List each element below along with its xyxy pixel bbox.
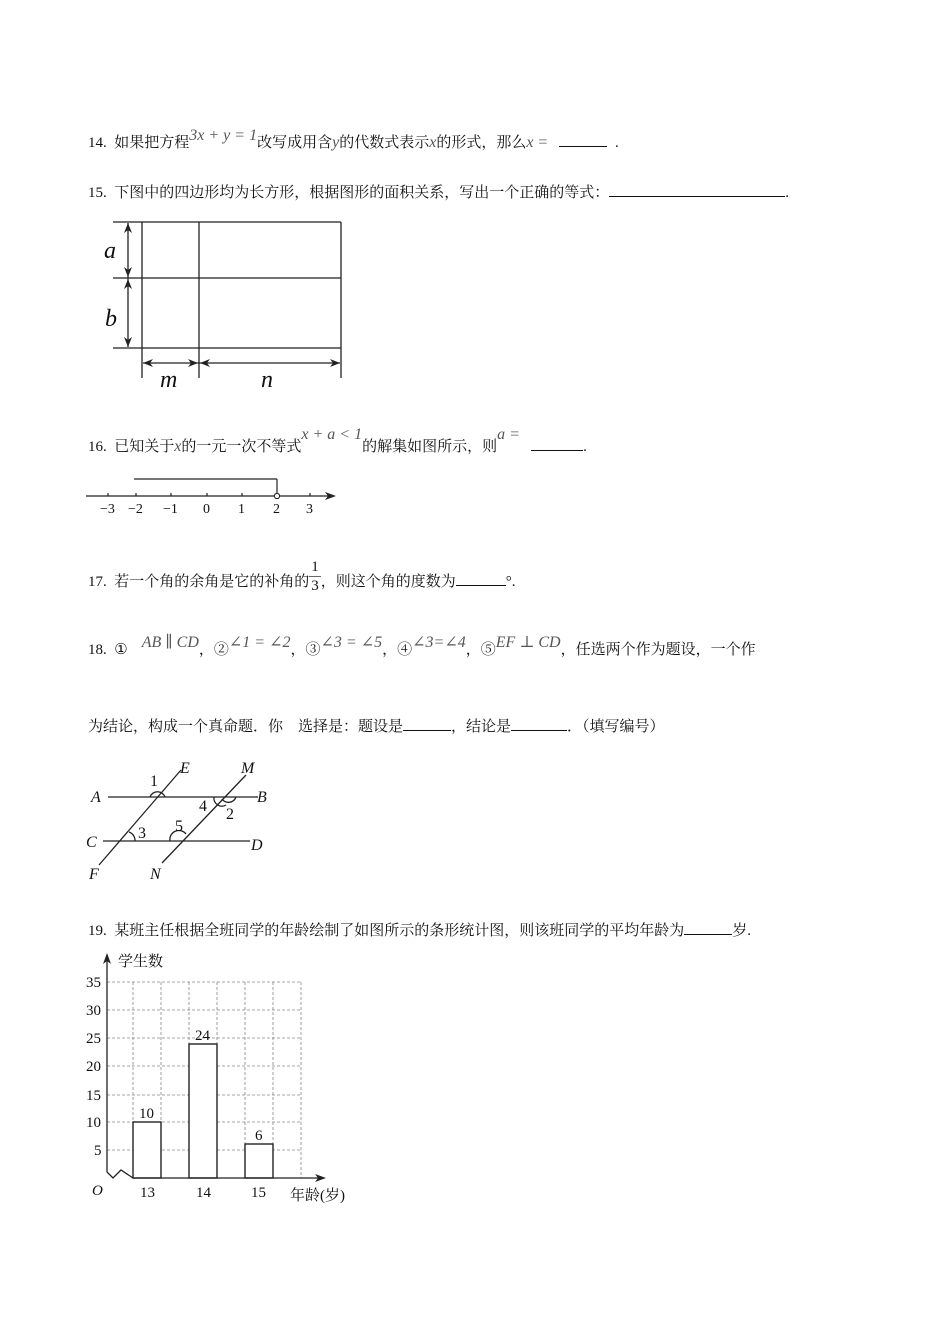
y-axis-label: 学生数 [118, 954, 164, 970]
angle-1: 1 [150, 773, 158, 790]
label-a: a [104, 238, 116, 264]
equation: 3x + y = 1 [189, 127, 258, 144]
tick-label: −2 [128, 502, 143, 517]
point-D: D [251, 837, 263, 854]
question-text: ，任选两个作为题设，一个作 [560, 642, 756, 658]
question-text: 下图中的四边形均为长方形，根据图形的面积关系，写出一个正确的等式： [114, 185, 610, 201]
point-N: N [150, 866, 161, 883]
x-tick-13: 13 [140, 1185, 155, 1201]
question-text: 为结论，构成一个真命题．你 选择是：题设是 [88, 719, 404, 735]
bar-13 [133, 1122, 161, 1178]
condition-1: AB ∥ CD [141, 634, 199, 651]
question-text: 的解集如图所示，则 [362, 439, 498, 455]
question-number: 15. [88, 185, 107, 201]
data-label-15: 6 [255, 1128, 263, 1144]
label-n: n [261, 367, 273, 393]
bar-15 [245, 1144, 273, 1178]
y-tick-15: 15 [86, 1088, 101, 1104]
data-label-13: 10 [139, 1106, 154, 1122]
question-number: 18. [88, 642, 107, 658]
tick-label: 1 [238, 502, 245, 517]
y-tick-30: 30 [86, 1003, 101, 1019]
question-text: ．（填写编号） [567, 719, 665, 735]
point-E: E [180, 760, 190, 777]
origin-label: O [92, 1183, 103, 1199]
point-B: B [257, 789, 267, 806]
question-text: 已知关于 [114, 439, 175, 455]
point-A: A [91, 789, 101, 806]
punctuation: 岁. [732, 923, 752, 939]
y-tick-35: 35 [86, 975, 101, 991]
tick-label: 3 [306, 502, 313, 517]
question-number: 16. [88, 439, 107, 455]
y-tick-10: 10 [86, 1115, 101, 1131]
angle-4: 4 [199, 798, 207, 815]
punctuation: °. [505, 573, 516, 590]
bar-14 [189, 1044, 217, 1178]
condition-2: ∠1 = ∠2 [228, 634, 291, 651]
fraction-one-third: $\frac{1}{3}$ [311, 559, 319, 594]
tick-label: 0 [203, 502, 210, 517]
question-number: 19. [88, 923, 107, 939]
condition-marker: ，⑤ [465, 642, 496, 658]
angle-5: 5 [175, 818, 183, 835]
condition-4: ∠3=∠4 [412, 634, 466, 651]
variable-x-eq: x = [526, 134, 549, 151]
y-tick-5: 5 [94, 1143, 102, 1159]
inequality: x + a < 1 [301, 426, 363, 443]
question-text: 的一元一次不等式 [181, 439, 302, 455]
y-tick-20: 20 [86, 1059, 101, 1075]
condition-marker: ，② [198, 642, 229, 658]
point-C: C [86, 834, 97, 851]
punctuation: . [583, 439, 587, 455]
point-M: M [241, 760, 255, 777]
tick-label: −1 [163, 502, 178, 517]
angle-2: 2 [226, 806, 234, 823]
x-tick-15: 15 [251, 1185, 266, 1201]
condition-marker: ① [114, 642, 128, 658]
question-text: ，则这个角的度数为 [320, 573, 456, 590]
variable-x: x [174, 438, 182, 455]
data-label-14: 24 [195, 1028, 210, 1044]
punctuation: . [614, 135, 619, 151]
tick-label: −3 [100, 502, 115, 517]
question-text: 若一个角的余角是它的补角的 [114, 573, 310, 590]
question-text: 某班主任根据全班同学的年龄绘制了如图所示的条形统计图，则该班同学的平均年龄为 [114, 923, 685, 939]
question-text: 改写成用含 [257, 135, 333, 151]
label-b: b [105, 306, 117, 332]
question-text: ，结论是 [451, 719, 512, 735]
condition-3: ∠3 = ∠5 [320, 634, 383, 651]
condition-5: EF ⊥ CD [495, 634, 561, 651]
variable-x: x [429, 134, 437, 151]
variable-a-eq: a = [497, 426, 520, 443]
question-number: 17. [88, 573, 107, 590]
question-text: 的代数式表示 [339, 135, 430, 151]
punctuation: . [785, 185, 790, 201]
question-text: 的形式，那么 [436, 135, 527, 151]
variable-y: y [332, 134, 340, 151]
question-text: 如果把方程 [114, 135, 190, 151]
x-axis-label: 年龄(岁) [290, 1188, 345, 1204]
question-number: 14. [88, 135, 107, 151]
condition-marker: ，④ [382, 642, 413, 658]
tick-label: 2 [273, 502, 280, 517]
angle-3: 3 [138, 825, 146, 842]
x-tick-14: 14 [196, 1185, 211, 1201]
condition-marker: ，③ [290, 642, 321, 658]
y-tick-25: 25 [86, 1031, 101, 1047]
point-F: F [89, 866, 99, 883]
label-m: m [160, 367, 178, 393]
